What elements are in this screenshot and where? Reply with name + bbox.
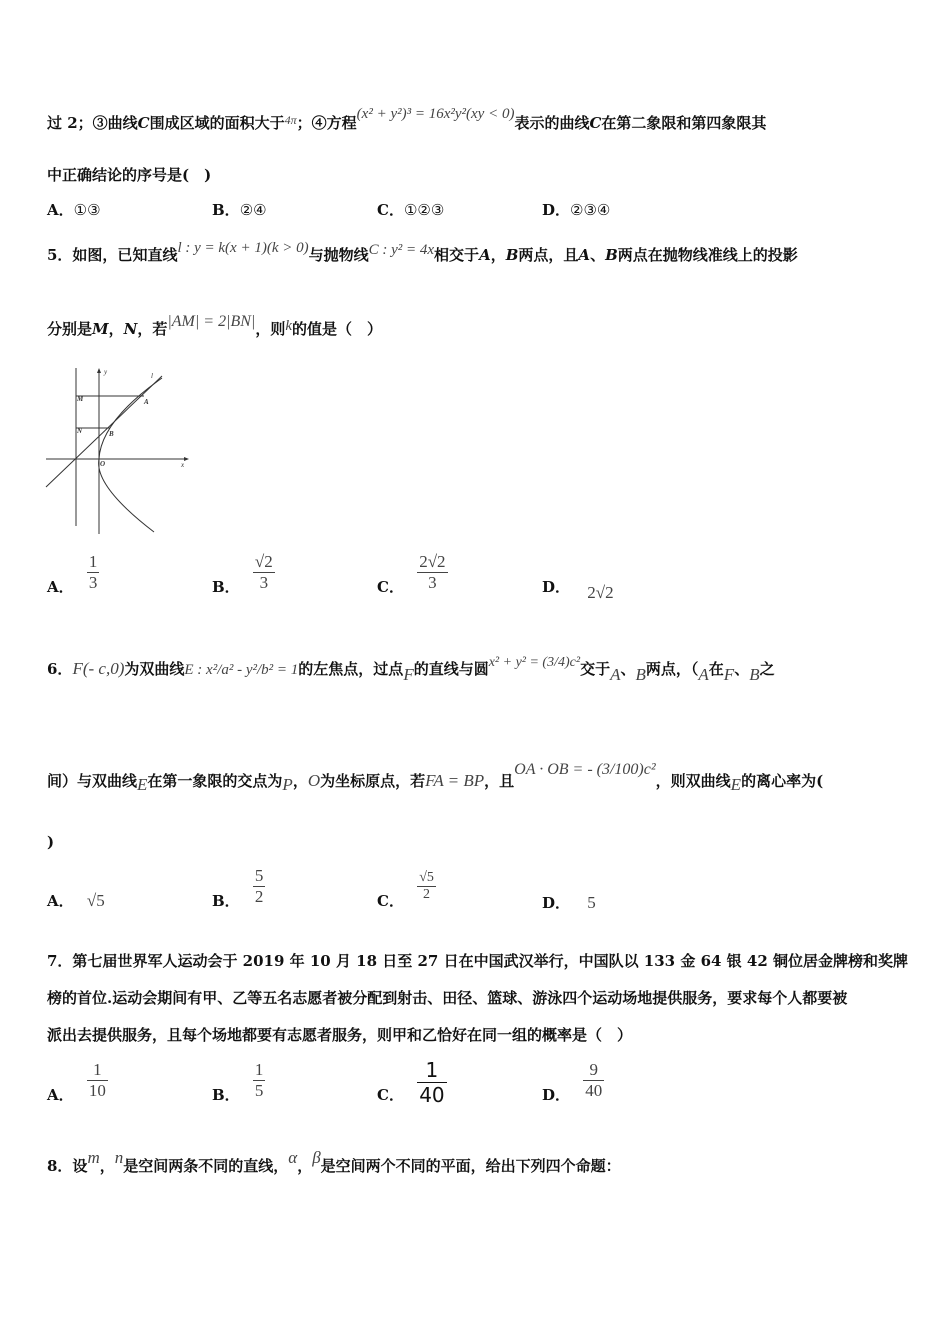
text: 两点，（ [645,660,699,678]
label-M: M [77,395,84,403]
text: 的直线与圆 [413,660,489,678]
text: 、 [590,246,606,264]
q6-line-2 [47,761,824,794]
line-l [46,376,162,487]
label-l: l [151,372,153,380]
option-text: ①②③ [403,201,445,219]
numerator: 1 [254,1060,264,1079]
text: 交于 [580,660,611,678]
text: 为双曲线 [124,660,185,678]
math-parabola: C : y² = 4x [368,242,435,258]
text: 在 [708,660,724,678]
q7-option-a[interactable] [47,1060,108,1105]
numerator: 1 [88,552,98,571]
var-B: B [605,246,618,264]
label-B: B [109,430,114,438]
var-C: C [589,114,602,132]
denominator: 10 [88,1081,106,1100]
q6-line-1 [47,655,775,684]
label-y: y [104,368,108,376]
q8-line-1 [47,1148,621,1176]
text: 间）与双曲线 [47,772,138,790]
text: 、 [734,660,750,678]
text: 过 2；③曲线 [47,114,138,132]
text: 的离心率为( [741,772,824,790]
option-letter: C． [377,201,404,219]
var-B: B [749,665,760,684]
q5-figure [44,366,194,536]
var-F: F [403,665,414,684]
fraction [583,1060,604,1101]
var-A: A [578,246,591,264]
numerator: 5 [254,866,264,885]
q5-option-c[interactable] [377,552,448,597]
denominator: 3 [253,572,275,593]
var-alpha: α [288,1148,298,1167]
var-n: n [114,1148,124,1167]
text: 围成区域的面积大于 [149,114,285,132]
math-line: l : y = k(x + 1)(k > 0) [177,240,309,256]
math-circle: x² + y² = (3/4)c² [488,655,581,670]
text: 两点在抛物线准线上的投影 [617,246,798,264]
q4-option-b[interactable] [212,199,267,220]
denominator: 40 [585,1081,603,1100]
option-letter: D． [542,1086,571,1104]
q4-line-2: 中正确结论的序号是( ) [47,166,212,184]
numerator: 9 [589,1060,598,1079]
q7-option-b[interactable] [212,1060,265,1105]
text: 的左焦点，过点 [298,660,404,678]
math-condition: |AM| = 2|BN| [167,313,256,330]
option-text: ①③ [73,201,101,219]
text: 在第一象限的交点为 [147,772,283,790]
label-A: A [144,398,149,406]
denominator: 2 [417,886,436,903]
text: 相交于 [434,246,480,264]
option-value: 2√2 [587,583,614,602]
text: 两点，且 [518,246,579,264]
q6-option-b[interactable] [212,866,265,911]
text: ， [99,1157,115,1175]
math-equation: (x² + y²)³ = 16x²y²(xy < 0) [356,106,515,122]
text: 之 [759,660,775,678]
var-E: E [137,775,148,794]
option-text: ②③④ [570,201,611,219]
x-arrow [184,457,189,461]
var-M: M [92,320,109,338]
text: 是空间两个不同的平面，给出下列四个命题： [320,1157,621,1175]
math-cond2: OA · OB = - (3/100)c² [514,761,656,778]
text: 的值是（ ） [292,320,383,338]
denominator: 3 [417,572,447,593]
var-E: E [730,775,742,794]
math-cond1: FA = BP [425,771,485,790]
numerator: √2 [254,552,273,571]
text: 5．如图，已知直线 [47,246,178,264]
var-A: A [698,665,709,684]
option-letter: A． [47,1086,74,1104]
option-letter: A． [47,578,74,596]
var-B: B [505,246,519,264]
var-A: A [479,246,491,264]
q4-option-c[interactable] [377,199,444,220]
option-letter: C． [377,1086,404,1104]
fraction [253,552,275,593]
numerator: 1 [93,1060,102,1079]
text: 表示的曲线 [514,114,590,132]
var-F: F [723,665,735,684]
q6-option-c[interactable] [377,870,436,911]
q5-option-a[interactable] [47,552,99,597]
option-value: √5 [86,891,105,910]
text: ， [490,246,506,264]
denominator: 5 [254,1081,264,1100]
text: 为坐标原点，若 [320,772,426,790]
q7-option-c[interactable] [377,1058,447,1107]
text: 在第二象限和第四象限其 [601,114,767,132]
text: 是空间两条不同的直线， [123,1157,289,1175]
option-letter: A． [47,201,74,219]
math-F: F(- c,0) [72,659,125,678]
denominator: 2 [254,887,264,906]
q5-option-b[interactable] [212,552,275,597]
numerator: 2√2 [419,552,446,571]
fraction [87,552,100,593]
text: ，若 [137,320,168,338]
var-m: m [87,1148,100,1167]
fraction [417,1058,446,1107]
text: ；④方程 [296,114,357,132]
option-letter: B． [212,578,240,596]
var-k: k [285,318,292,334]
var-O: O [307,771,321,790]
q4-line-1 [47,106,767,133]
var-C: C [137,114,150,132]
label-x: x [181,461,185,469]
q4-option-a[interactable] [47,199,101,220]
option-letter: D． [542,894,571,912]
var-B: B [635,665,646,684]
text: ， [292,772,308,790]
denominator: 40 [419,1083,445,1107]
option-letter: D． [542,201,571,219]
numerator: 1 [425,1058,439,1082]
q7-option-d[interactable] [542,1060,604,1105]
y-arrow [97,368,101,373]
parabola-curve [99,378,162,532]
option-value: 5 [587,893,596,912]
option-letter: B． [212,892,240,910]
q6-option-a[interactable] [47,890,105,911]
option-letter: C． [377,578,404,596]
fraction [417,552,447,593]
text: 、 [620,660,636,678]
text: ，则双曲线 [655,772,731,790]
text: 6． [47,660,73,678]
option-text: ②④ [239,201,267,219]
q6-option-d[interactable] [542,892,596,913]
fraction [87,1060,108,1101]
text: ，且 [484,772,515,790]
var-N: N [123,320,138,338]
math-hyperbola: E : x²/a² - y²/b² = 1 [184,662,299,678]
q7-line-2: 榜的首位.运动会期间有甲、乙等五名志愿者被分配到射击、田径、篮球、游泳四个运动场地提供服务，要求每个人都要被 [47,989,848,1007]
option-letter: C． [377,892,404,910]
q7-line-3: 派出去提供服务，且每个场地都要有志愿者服务，则甲和乙恰好在同一组的概率是（ ） [47,1026,633,1044]
option-letter: B． [212,1086,240,1104]
text: ， [108,320,124,338]
q6-line-3: ) [47,833,55,851]
denominator: 3 [88,573,98,592]
q4-option-d[interactable] [542,199,610,220]
text: 8．设 [47,1157,88,1175]
fraction [253,866,266,907]
text: ，则 [255,320,286,338]
var-A: A [610,665,621,684]
option-letter: A． [47,892,74,910]
q5-option-d[interactable] [542,576,614,602]
fraction [417,870,436,903]
var-beta: β [312,1148,321,1167]
q5-line-1 [47,240,798,265]
text: 分别是 [47,320,93,338]
var-P: P [282,775,293,794]
text: 与抛物线 [308,246,369,264]
label-O: O [100,460,106,468]
fraction [253,1060,266,1101]
text: ， [297,1157,313,1175]
q5-line-2 [47,313,383,339]
label-N: N [77,427,83,435]
math-area: 4π [284,113,297,127]
option-letter: B． [212,201,240,219]
numerator: √5 [419,870,434,885]
q7-line-1: 7．第七届世界军人运动会于 2019 年 10 月 18 日至 27 日在中国武汉举行，中国队以 133 金 64 银 42 铜位居金牌榜和奖牌 [47,952,908,970]
option-letter: D． [542,578,571,596]
